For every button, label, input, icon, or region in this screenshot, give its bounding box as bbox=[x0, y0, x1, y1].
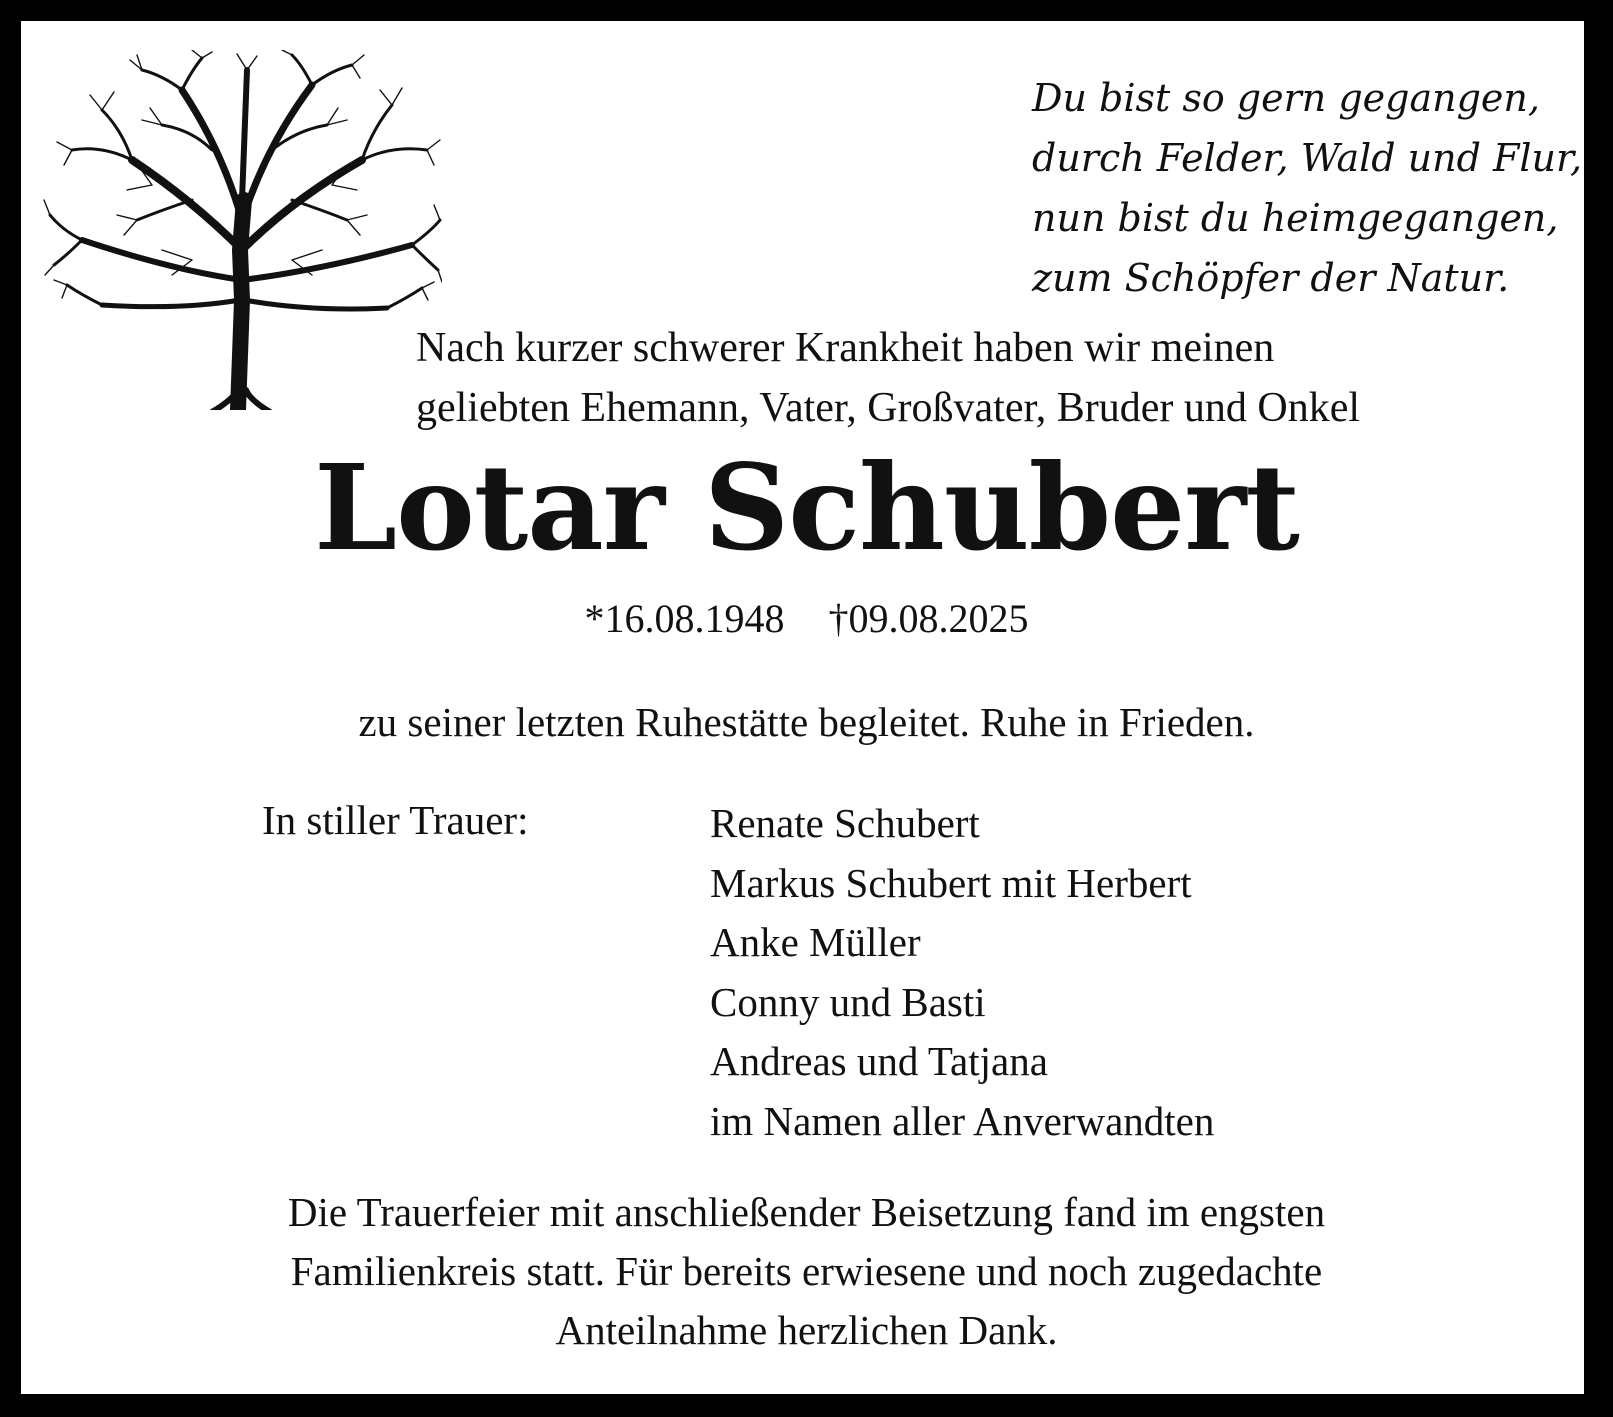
life-dates bbox=[0, 594, 1613, 644]
mourner-name: Renate Schubert bbox=[710, 800, 980, 846]
closing-line: zu seiner letzten Ruhestätte begleitet. Ruhe in Frieden. bbox=[358, 699, 1255, 745]
mourner-name: Andreas und Tatjana bbox=[710, 1038, 1048, 1084]
funeral-note bbox=[0, 1183, 1613, 1360]
mourner-name: Markus Schubert mit Herbert bbox=[710, 859, 1192, 906]
mourner-name: Conny und Basti bbox=[710, 978, 986, 1025]
poem-line: durch Felder, Wald und Flur, bbox=[1032, 136, 1583, 180]
poem-line: Du bist so gern gegangen, bbox=[1032, 76, 1540, 120]
footer-line: Die Trauerfeier mit anschließender Beisetzung fand im engsten bbox=[287, 1189, 1326, 1235]
footer-line: Familienkreis statt. Für bereits erwiesene und noch zugedachte bbox=[290, 1248, 1323, 1294]
footer-line: Anteilnahme herzlichen Dank. bbox=[555, 1307, 1058, 1353]
bare-tree-icon bbox=[42, 50, 442, 410]
birth-date: *16.08.1948 bbox=[584, 596, 785, 641]
intro-text bbox=[416, 318, 1360, 438]
poem-line: nun bist du heimgegangen, bbox=[1032, 196, 1559, 240]
mourner-name: Anke Müller bbox=[710, 919, 921, 965]
mourner-name: im Namen aller Anverwandten bbox=[710, 1097, 1215, 1144]
mourning-label: In stiller Trauer: bbox=[262, 797, 529, 843]
intro-line: geliebten Ehemann, Vater, Großvater, Bruder und Onkel bbox=[416, 385, 1361, 431]
mourners-list bbox=[710, 794, 1214, 1151]
poem bbox=[1032, 68, 1582, 308]
deceased-name: Lotar Schubert bbox=[314, 438, 1299, 577]
intro-line: Nach kurzer schwerer Krankheit haben wir meinen bbox=[416, 325, 1275, 371]
death-date: †09.08.2025 bbox=[828, 596, 1029, 641]
poem-line: zum Schöpfer der Natur. bbox=[1032, 256, 1510, 300]
